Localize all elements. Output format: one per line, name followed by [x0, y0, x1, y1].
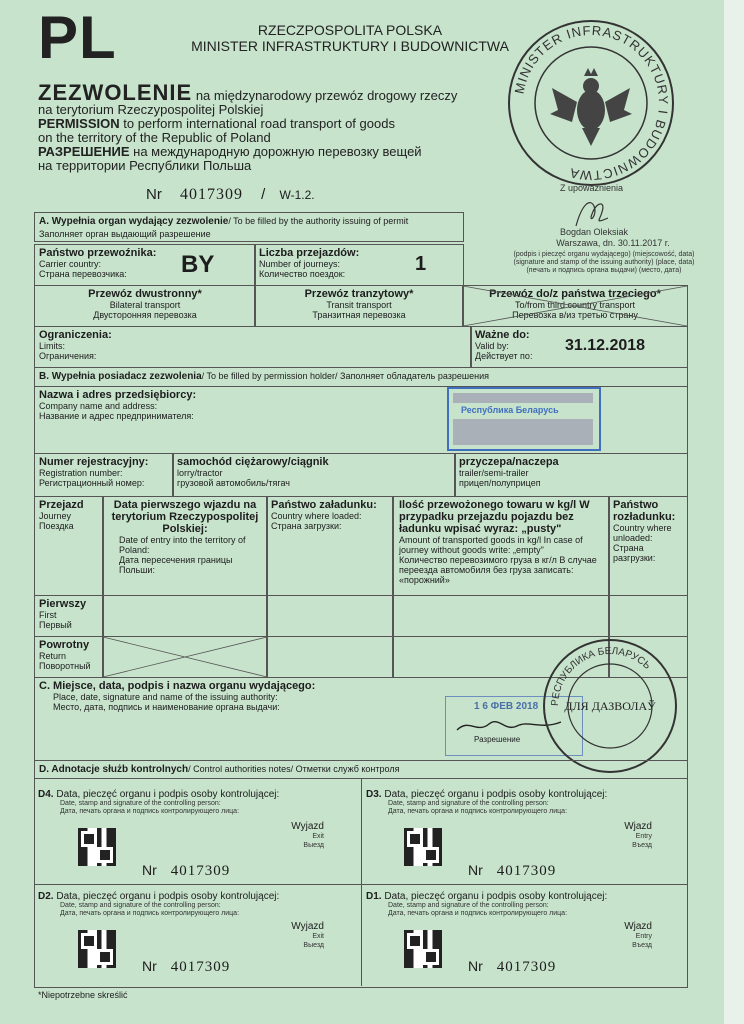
direction-pl: Wyjazd — [291, 821, 324, 832]
carrier-country-label: Państwo przewoźnika: — [39, 247, 157, 259]
title-main: ZEZWOLENIE — [38, 80, 193, 105]
valid-en: Valid by: — [475, 341, 509, 351]
cell-code: D4. — [38, 789, 54, 800]
strike-through-icon — [463, 286, 687, 326]
section-c-en: Place, date, signature and name of the issuing authority: — [53, 692, 278, 702]
cell-line-pl: Data, pieczęć organu i podpis osoby kontrolującej: — [384, 891, 608, 902]
cell-line-ru: Дата, печать органа и подпись контролирующего лица: — [388, 808, 568, 815]
direction-pl: Wjazd — [624, 821, 652, 832]
carrier-country-ru: Страна перевозчика: — [39, 269, 127, 279]
direction-en: Exit — [312, 933, 324, 940]
registration-label: Numer rejestracyjny: — [39, 456, 149, 468]
note-pl: (podpis i pieczęć organu wydającego) (miejscowość, data) — [513, 251, 695, 258]
goods-en: Amount of transported goods in kg/l In case of journey without goods write: „empty" — [399, 535, 583, 555]
title-en-line2: on the territory of the Republic of Poland — [38, 130, 271, 145]
return-label: Powrotny — [39, 639, 90, 651]
nr-prefix: Nr — [142, 862, 157, 878]
journey-label: Przejazd — [39, 499, 84, 511]
entry-date-label: Data pierwszego wjazdu na terytorium Rzeczypospolitej Polskiej: — [111, 499, 259, 535]
trailer-label: przyczepa/naczepa — [459, 456, 559, 468]
transit-cell — [254, 285, 464, 327]
belarus-round-stamp-icon — [540, 636, 680, 776]
cell-line-en: Date, stamp and signature of the controlling person: — [388, 902, 549, 909]
transit-label: Przewóz tranzytowy* — [304, 288, 414, 300]
divider — [361, 778, 362, 986]
control-cell-d1 — [366, 892, 684, 918]
valid-cell — [470, 326, 688, 368]
loading-label: Państwo załadunku: — [271, 499, 377, 511]
nr-value: 4017309 — [496, 959, 557, 975]
journey-header — [34, 496, 104, 596]
direction-label — [280, 922, 324, 950]
registration-ru: Регистрационный номер: — [39, 478, 145, 488]
journey-en: Journey — [39, 511, 72, 521]
cell-code: D3. — [366, 789, 382, 800]
limits-ru: Ограничения: — [39, 351, 97, 361]
strike-through-icon — [103, 637, 267, 677]
direction-ru: Выезд — [303, 942, 324, 949]
control-number — [142, 958, 230, 976]
direction-en: Exit — [312, 833, 324, 840]
trailer-cell — [454, 453, 688, 497]
control-number — [142, 862, 230, 880]
direction-pl: Wjazd — [624, 921, 652, 932]
cell-line-en: Date, stamp and signature of the controlling person: — [60, 902, 221, 909]
footnote: *Niepotrzebne skreślić — [38, 990, 128, 1000]
company-en: Company name and address: — [39, 401, 158, 411]
goods-ru: Количество перевозимого груза в кг/л В случае переезда автомобиля без груза записать: «порожний» — [399, 555, 597, 585]
section-d-title: D. Adnotacje służb kontrolnych — [39, 764, 189, 775]
ministry-name: MINISTER INFRASTRUKTURY I BUDOWNICTWA — [191, 38, 509, 54]
title-ru-line2: на территории Республики Польша — [38, 158, 252, 173]
cell-line-ru: Дата, печать органа и подпись контролирующего лица: — [60, 910, 240, 917]
control-cell-d3 — [366, 790, 684, 816]
number-series: W-1.2. — [279, 188, 315, 202]
number-value: 4017309 — [180, 186, 243, 203]
redacted-block — [453, 393, 593, 403]
nr-prefix: Nr — [142, 958, 157, 974]
direction-label — [280, 822, 324, 850]
qr-code-icon — [78, 828, 116, 866]
journeys-cell — [254, 244, 464, 286]
limits-en: Limits: — [39, 341, 66, 351]
section-d-title-rest: / Control authorities notes/ Отметки служб контроля — [188, 764, 400, 774]
cell-line-ru: Дата, печать органа и подпись контролирующего лица: — [388, 910, 568, 917]
return-en: Return — [39, 651, 67, 661]
unloading-label: Państwo rozładunku: — [613, 499, 676, 523]
authorized-label: Z upoważnienia — [560, 183, 624, 193]
carrier-country-en: Carrier country: — [39, 259, 102, 269]
first-goods-cell — [392, 595, 610, 637]
cell-code: D1. — [366, 891, 382, 902]
company-ru: Название и адрес предпринимателя: — [39, 411, 194, 421]
company-label: Nazwa i adres przedsiębiorcy: — [39, 389, 197, 401]
signature-notes — [494, 251, 714, 275]
journeys-label: Liczba przejazdów: — [259, 247, 360, 259]
title-ru-bold: РАЗРЕШЕНИЕ — [38, 144, 130, 159]
bilateral-en: Bilateral transport — [109, 300, 181, 310]
control-cell-d4 — [38, 790, 356, 816]
transit-en: Transit transport — [326, 300, 392, 310]
company-stamp — [447, 387, 601, 451]
return-entry-cell — [102, 636, 268, 678]
cell-line-en: Date, stamp and signature of the controlling person: — [388, 800, 549, 807]
goods-label: Ilość przewożonego towaru w kg/l W przypadku przejazdu pojazdu bez ładunku wpisać wyraz: „pusty" — [399, 499, 590, 535]
svg-text:РЕСПУБЛИКА БЕЛАРУСЬ — [550, 646, 653, 706]
direction-pl: Wyjazd — [291, 921, 324, 932]
section-b-title-rest: / To be filled by permission holder/ Заполняет обладатель разрешения — [201, 371, 489, 381]
third-country-cell — [462, 285, 688, 327]
divider — [34, 884, 688, 885]
permit-number — [146, 186, 315, 204]
transit-ru: Транзитная перевозка — [312, 310, 406, 320]
round-stamp-center: ДЛЯ ДАЗВОЛАЎ — [564, 699, 656, 713]
redacted-block — [453, 419, 593, 445]
title-line2: na terytorium Rzeczypospolitej Polskiej — [38, 102, 264, 117]
control-number — [468, 958, 556, 976]
qr-code-icon — [78, 930, 116, 968]
cell-code: D2. — [38, 891, 54, 902]
return-loading-cell — [266, 636, 394, 678]
qr-code-icon — [404, 828, 442, 866]
section-a-title-ru: Заполняет орган выдающий разрешение — [39, 229, 211, 239]
country-code: PL — [38, 4, 117, 71]
nr-value: 4017309 — [170, 863, 231, 879]
stamp-date: 1 6 ФЕВ 2018 — [474, 701, 539, 712]
section-a-title: A. Wypełnia organ wydający zezwolenie — [39, 216, 229, 227]
section-c-title: C. Miejsce, data, podpis i nazwa organu wydającego: — [39, 680, 316, 692]
section-c-ru: Место, дата, подпись и наименование органа выдачи: — [53, 702, 280, 712]
lorry-cell — [172, 453, 456, 497]
goods-header — [392, 496, 610, 596]
nr-prefix: Nr — [468, 862, 483, 878]
unloading-ru: Страна разгрузки: — [613, 543, 656, 563]
cell-line-pl: Data, pieczęć organu i podpis osoby kontrolującej: — [56, 891, 280, 902]
first-loading-cell — [266, 595, 394, 637]
journeys-value: 1 — [415, 253, 427, 275]
third-country-label: Przewóz do/z państwa trzeciego* — [489, 288, 661, 300]
entry-date-ru: Дата пересечения границы Польши: — [119, 555, 233, 575]
note-en: (signature and stamp of the issuing authority) (place, data) — [513, 259, 695, 266]
first-label: Pierwszy — [39, 598, 87, 610]
cell-line-ru: Дата, печать органа и подпись контролирующего лица: — [60, 808, 240, 815]
permit-title — [38, 80, 458, 173]
lorry-label: samochód ciężarowy/ciągnik — [177, 456, 329, 468]
journeys-en: Number of journeys: — [259, 259, 341, 269]
bilateral-label: Przewóz dwustronny* — [88, 288, 202, 300]
number-sep: / — [261, 186, 266, 203]
round-stamp-top: РЕСПУБЛИКА БЕЛАРУСЬ — [549, 645, 653, 707]
stamp-sign: Разрешение — [474, 735, 521, 744]
loading-en: Country where loaded: — [271, 511, 362, 521]
first-unloading-cell — [608, 595, 688, 637]
seal-text: MINISTER INFRASTRUKTURY I BUDOWNICTWA — [511, 22, 672, 184]
loading-ru: Страна загрузки: — [271, 521, 342, 531]
nr-value: 4017309 — [170, 959, 231, 975]
entry-date-en: Date of entry into the territory of Poland: — [119, 535, 246, 555]
unloading-header — [608, 496, 688, 596]
registration-en: Registration number: — [39, 468, 123, 478]
section-b-title: B. Wypełnia posiadacz zezwolenia — [39, 371, 202, 382]
title-ru-rest: на международную дорожную перевозку вещей — [129, 144, 422, 159]
direction-ru: Выезд — [303, 842, 324, 849]
section-a-title-rest: / To be filled by the authority issuing of permit — [228, 216, 409, 226]
cell-line-pl: Data, pieczęć organu i podpis osoby kontrolującej: — [384, 789, 608, 800]
title-en-bold: PERMISSION — [38, 116, 120, 131]
page-edge — [724, 0, 744, 1024]
carrier-country-value: BY — [181, 251, 215, 278]
signer-name: Bogdan Oleksiak — [560, 227, 629, 237]
company-cell — [34, 386, 688, 454]
lorry-ru: грузовой автомобиль/тягач — [177, 478, 290, 488]
direction-ru: Въезд — [632, 842, 652, 849]
first-ru: Первый — [39, 620, 72, 630]
unloading-en: Country where unloaded: — [613, 523, 672, 543]
journey-ru: Поездка — [39, 521, 74, 531]
number-prefix: Nr — [146, 186, 162, 203]
section-b-header — [34, 367, 688, 387]
bilateral-cell — [34, 285, 256, 327]
ministry-seal-icon — [506, 18, 676, 188]
loading-header — [266, 496, 394, 596]
trailer-en: trailer/semi-trailer — [459, 468, 529, 478]
limits-cell — [34, 326, 472, 368]
lorry-en: lorry/tractor — [177, 468, 223, 478]
control-number — [468, 862, 556, 880]
valid-ru: Действует по: — [475, 351, 533, 361]
direction-en: Entry — [635, 833, 652, 840]
cell-line-pl: Data, pieczęć organu i podpis osoby kontrolującej: — [56, 789, 280, 800]
nr-prefix: Nr — [468, 958, 483, 974]
title-en-rest: to perform international road transport of goods — [119, 116, 395, 131]
entry-date-header — [102, 496, 268, 596]
nr-value: 4017309 — [496, 863, 557, 879]
republic-name: RZECZPOSPOLITA POLSKA — [257, 22, 443, 38]
registration-cell — [34, 453, 174, 497]
direction-label — [608, 822, 652, 850]
first-en: First — [39, 610, 57, 620]
trailer-ru: прицеп/полуприцеп — [459, 478, 541, 488]
direction-label — [608, 922, 652, 950]
stamp-country: Республика Беларусь — [461, 405, 559, 415]
direction-en: Entry — [635, 933, 652, 940]
third-country-ru: Перевозка в/из третью страну — [512, 310, 638, 320]
cell-line-en: Date, stamp and signature of the controlling person: — [60, 800, 221, 807]
first-journey-cell — [34, 595, 104, 637]
control-cell-d2 — [38, 892, 356, 918]
return-journey-cell — [34, 636, 104, 678]
valid-value: 31.12.2018 — [565, 337, 646, 354]
direction-ru: Въезд — [632, 942, 652, 949]
return-ru: Поворотный — [39, 661, 91, 671]
issue-place-date: Warszawa, dn. 30.11.2017 r. — [556, 238, 670, 248]
bilateral-ru: Двусторонняя перевозка — [93, 310, 197, 320]
third-country-en: To/from third country transport — [514, 300, 636, 310]
note-ru: (печать и подпись органа выдачи) (место, дата) — [526, 267, 682, 274]
carrier-country-cell — [34, 244, 256, 286]
section-a-header — [34, 212, 464, 242]
journeys-ru: Количество поездок: — [259, 269, 346, 279]
first-entry-cell — [102, 595, 268, 637]
title-main-rest: na międzynarodowy przewóz drogowy rzeczy — [192, 88, 458, 103]
valid-label: Ważne do: — [475, 329, 530, 341]
limits-label: Ograniczenia: — [39, 329, 112, 341]
qr-code-icon — [404, 930, 442, 968]
